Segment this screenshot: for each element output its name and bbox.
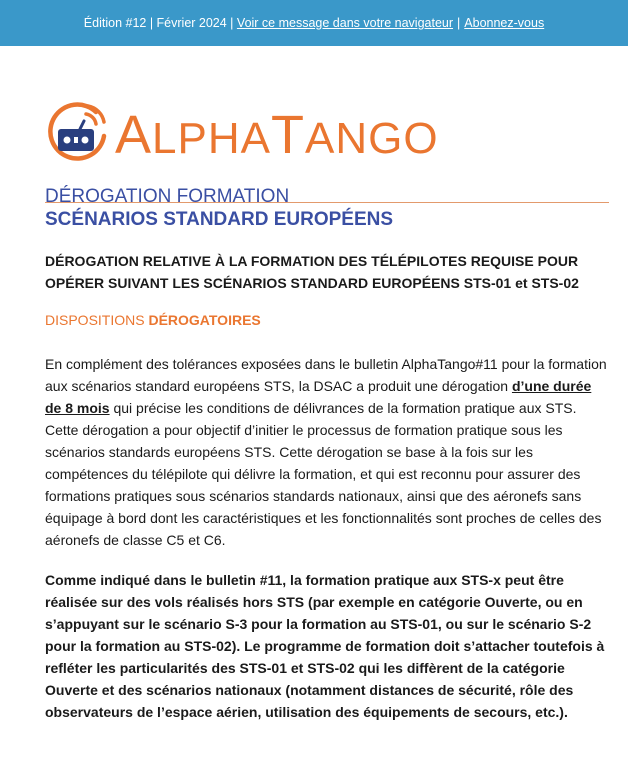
- logo[interactable]: [0, 46, 628, 165]
- subscribe-link[interactable]: Abonnez-vous: [464, 16, 545, 30]
- edition-info: Édition #12 | Février 2024 |: [83, 16, 234, 30]
- article: [45, 186, 611, 723]
- section-heading: DISPOSITIONS DÉROGATOIRES: [45, 312, 261, 328]
- separator: |: [457, 16, 461, 30]
- paragraph-3: Comme indiqué dans le bulletin #11, la formation pratique aux STS-x peut être réalisée sur des vols réalisés hors STS (par exemple en catégorie Ouverte, ou en s’appuyant sur le scénario S-3 pour la formation au STS-01, ou sur le scénario S-2 pour la formation au STS-02). Le programme de formation doit s’attacher toutefois à refléter les particularités des STS-01 et STS-02 qui les diffèrent de la catégorie Ouverte et des scénarios nationaux (notamment distances de sécurité, rôle des observateurs de l’espace aérien, utilisation des équipements de secours, etc.).: [45, 572, 605, 720]
- article-title-line1: DÉROGATION FORMATION: [45, 186, 290, 207]
- article-subtitle: DÉROGATION RELATIVE À LA FORMATION DES TÉLÉPILOTES REQUISE POUR OPÉRER SUIVANT LES SCÉNARIOS STANDARD EUROPÉENS STS-01 et STS-02: [45, 253, 579, 291]
- logo-wordmark: ALPHATANGO: [115, 105, 439, 165]
- paragraph-1: En complément des tolérances exposées dans le bulletin AlphaTango#11 pour la formation aux scénarios standard européens STS, la DSAC a produit une dérogation d’une durée de 8 mois qui précise les conditions de délivrances de la formation pratique aux STS.: [45, 356, 607, 416]
- top-bar: [0, 0, 628, 46]
- paragraph-2: Cette dérogation a pour objectif d’initier le processus de formation pratique sous les scénarios standards européens STS. Cette dérogation se base à la fois sur les compétences du télépilote qui délivre la formation, et qui est reconnu pour assurer des formations pratiques sous scénarios standards nationaux, ainsi que des aéronefs sans équipage à bord dont les caractéristiques et les fonctionnalités sont proches de celles des aéronefs de classe C5 et C6.: [45, 422, 602, 548]
- emphasis-duration: d’une durée de 8 mois: [45, 378, 592, 416]
- view-in-browser-link[interactable]: Voir ce message dans votre navigateur: [236, 16, 454, 30]
- drone-remote-controller-icon: [44, 100, 110, 166]
- article-title-line2: SCÉNARIOS STANDARD EUROPÉENS: [45, 209, 394, 230]
